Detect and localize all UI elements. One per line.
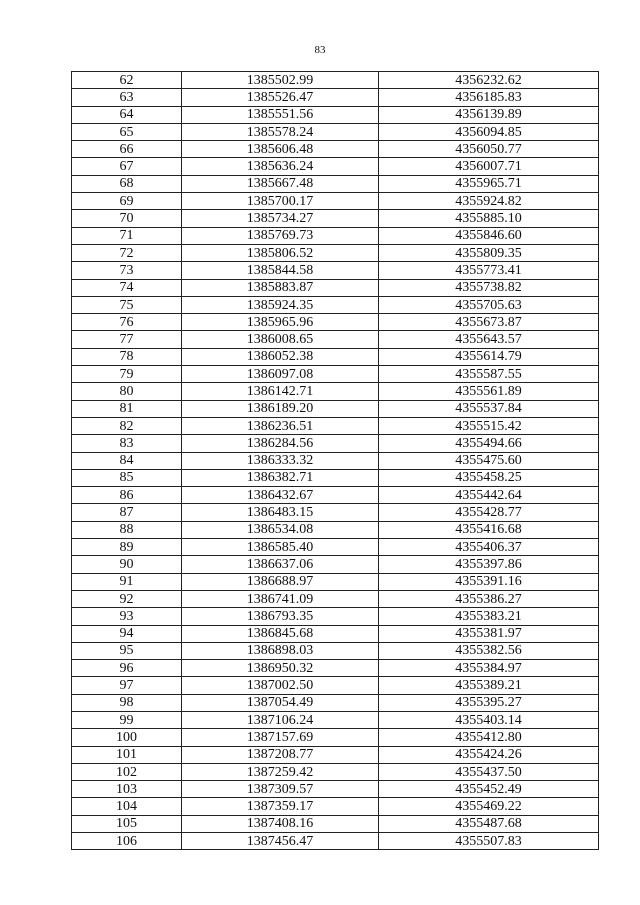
- y-coordinate-cell: 4355397.86: [379, 556, 599, 573]
- table-row: [72, 573, 599, 590]
- table-row: [72, 711, 599, 728]
- x-coordinate-cell: 1387408.16: [182, 815, 379, 832]
- point-number-cell: 81: [72, 400, 182, 417]
- point-number-cell: 94: [72, 625, 182, 642]
- coordinates-table-body: [72, 72, 599, 850]
- y-coordinate-cell: 4355428.77: [379, 504, 599, 521]
- table-row: [72, 72, 599, 89]
- y-coordinate-cell: 4355475.60: [379, 452, 599, 469]
- table-row: [72, 331, 599, 348]
- x-coordinate-cell: 1385551.56: [182, 106, 379, 123]
- y-coordinate-cell: 4356050.77: [379, 141, 599, 158]
- point-number-cell: 68: [72, 175, 182, 192]
- x-coordinate-cell: 1386382.71: [182, 469, 379, 486]
- point-number-cell: 91: [72, 573, 182, 590]
- table-row: [72, 608, 599, 625]
- x-coordinate-cell: 1385502.99: [182, 72, 379, 89]
- table-row: [72, 89, 599, 106]
- table-row: [72, 296, 599, 313]
- y-coordinate-cell: 4355458.25: [379, 469, 599, 486]
- x-coordinate-cell: 1386432.67: [182, 487, 379, 504]
- y-coordinate-cell: 4355809.35: [379, 244, 599, 261]
- table-row: [72, 141, 599, 158]
- table-row: [72, 262, 599, 279]
- x-coordinate-cell: 1386284.56: [182, 435, 379, 452]
- x-coordinate-cell: 1386637.06: [182, 556, 379, 573]
- point-number-cell: 100: [72, 729, 182, 746]
- x-coordinate-cell: 1385924.35: [182, 296, 379, 313]
- point-number-cell: 85: [72, 469, 182, 486]
- table-row: [72, 590, 599, 607]
- x-coordinate-cell: 1385965.96: [182, 314, 379, 331]
- table-row: [72, 487, 599, 504]
- y-coordinate-cell: 4355738.82: [379, 279, 599, 296]
- table-row: [72, 815, 599, 832]
- x-coordinate-cell: 1386236.51: [182, 417, 379, 434]
- point-number-cell: 80: [72, 383, 182, 400]
- point-number-cell: 70: [72, 210, 182, 227]
- point-number-cell: 65: [72, 123, 182, 140]
- x-coordinate-cell: 1385734.27: [182, 210, 379, 227]
- y-coordinate-cell: 4355384.97: [379, 660, 599, 677]
- y-coordinate-cell: 4355885.10: [379, 210, 599, 227]
- point-number-cell: 88: [72, 521, 182, 538]
- y-coordinate-cell: 4355705.63: [379, 296, 599, 313]
- point-number-cell: 62: [72, 72, 182, 89]
- y-coordinate-cell: 4355614.79: [379, 348, 599, 365]
- table-row: [72, 106, 599, 123]
- table-row: [72, 833, 599, 850]
- x-coordinate-cell: 1385606.48: [182, 141, 379, 158]
- table-row: [72, 210, 599, 227]
- table-row: [72, 781, 599, 798]
- y-coordinate-cell: 4356007.71: [379, 158, 599, 175]
- table-row: [72, 521, 599, 538]
- x-coordinate-cell: 1386793.35: [182, 608, 379, 625]
- table-row: [72, 383, 599, 400]
- x-coordinate-cell: 1386585.40: [182, 539, 379, 556]
- point-number-cell: 79: [72, 366, 182, 383]
- point-number-cell: 90: [72, 556, 182, 573]
- y-coordinate-cell: 4355381.97: [379, 625, 599, 642]
- y-coordinate-cell: 4355403.14: [379, 711, 599, 728]
- x-coordinate-cell: 1387456.47: [182, 833, 379, 850]
- y-coordinate-cell: 4355442.64: [379, 487, 599, 504]
- y-coordinate-cell: 4356185.83: [379, 89, 599, 106]
- y-coordinate-cell: 4356232.62: [379, 72, 599, 89]
- point-number-cell: 63: [72, 89, 182, 106]
- y-coordinate-cell: 4355965.71: [379, 175, 599, 192]
- point-number-cell: 101: [72, 746, 182, 763]
- table-row: [72, 539, 599, 556]
- point-number-cell: 89: [72, 539, 182, 556]
- table-row: [72, 469, 599, 486]
- point-number-cell: 67: [72, 158, 182, 175]
- table-row: [72, 175, 599, 192]
- table-row: [72, 504, 599, 521]
- point-number-cell: 104: [72, 798, 182, 815]
- point-number-cell: 96: [72, 660, 182, 677]
- point-number-cell: 103: [72, 781, 182, 798]
- point-number-cell: 95: [72, 642, 182, 659]
- y-coordinate-cell: 4355452.49: [379, 781, 599, 798]
- point-number-cell: 106: [72, 833, 182, 850]
- table-row: [72, 435, 599, 452]
- point-number-cell: 98: [72, 694, 182, 711]
- coordinates-table: [71, 71, 599, 850]
- x-coordinate-cell: 1387002.50: [182, 677, 379, 694]
- table-row: [72, 694, 599, 711]
- table-row: [72, 660, 599, 677]
- point-number-cell: 84: [72, 452, 182, 469]
- y-coordinate-cell: 4355383.21: [379, 608, 599, 625]
- x-coordinate-cell: 1386052.38: [182, 348, 379, 365]
- table-row: [72, 452, 599, 469]
- x-coordinate-cell: 1385578.24: [182, 123, 379, 140]
- x-coordinate-cell: 1387259.42: [182, 763, 379, 780]
- x-coordinate-cell: 1387208.77: [182, 746, 379, 763]
- x-coordinate-cell: 1386483.15: [182, 504, 379, 521]
- table-row: [72, 348, 599, 365]
- point-number-cell: 93: [72, 608, 182, 625]
- y-coordinate-cell: 4355412.80: [379, 729, 599, 746]
- y-coordinate-cell: 4355846.60: [379, 227, 599, 244]
- x-coordinate-cell: 1386845.68: [182, 625, 379, 642]
- table-row: [72, 677, 599, 694]
- y-coordinate-cell: 4355382.56: [379, 642, 599, 659]
- x-coordinate-cell: 1385806.52: [182, 244, 379, 261]
- point-number-cell: 97: [72, 677, 182, 694]
- y-coordinate-cell: 4355561.89: [379, 383, 599, 400]
- x-coordinate-cell: 1385526.47: [182, 89, 379, 106]
- x-coordinate-cell: 1386189.20: [182, 400, 379, 417]
- point-number-cell: 69: [72, 193, 182, 210]
- y-coordinate-cell: 4355406.37: [379, 539, 599, 556]
- point-number-cell: 74: [72, 279, 182, 296]
- table-row: [72, 642, 599, 659]
- x-coordinate-cell: 1386741.09: [182, 590, 379, 607]
- y-coordinate-cell: 4355643.57: [379, 331, 599, 348]
- table-row: [72, 417, 599, 434]
- table-row: [72, 314, 599, 331]
- x-coordinate-cell: 1386097.08: [182, 366, 379, 383]
- table-row: [72, 158, 599, 175]
- y-coordinate-cell: 4355386.27: [379, 590, 599, 607]
- point-number-cell: 105: [72, 815, 182, 832]
- y-coordinate-cell: 4355424.26: [379, 746, 599, 763]
- point-number-cell: 72: [72, 244, 182, 261]
- y-coordinate-cell: 4355487.68: [379, 815, 599, 832]
- table-row: [72, 625, 599, 642]
- y-coordinate-cell: 4355389.21: [379, 677, 599, 694]
- point-number-cell: 71: [72, 227, 182, 244]
- table-row: [72, 244, 599, 261]
- y-coordinate-cell: 4355587.55: [379, 366, 599, 383]
- x-coordinate-cell: 1385636.24: [182, 158, 379, 175]
- y-coordinate-cell: 4355507.83: [379, 833, 599, 850]
- y-coordinate-cell: 4355924.82: [379, 193, 599, 210]
- point-number-cell: 78: [72, 348, 182, 365]
- point-number-cell: 66: [72, 141, 182, 158]
- x-coordinate-cell: 1385769.73: [182, 227, 379, 244]
- y-coordinate-cell: 4356094.85: [379, 123, 599, 140]
- x-coordinate-cell: 1386534.08: [182, 521, 379, 538]
- x-coordinate-cell: 1386333.32: [182, 452, 379, 469]
- point-number-cell: 87: [72, 504, 182, 521]
- point-number-cell: 77: [72, 331, 182, 348]
- point-number-cell: 102: [72, 763, 182, 780]
- y-coordinate-cell: 4355391.16: [379, 573, 599, 590]
- table-row: [72, 227, 599, 244]
- table-row: [72, 366, 599, 383]
- x-coordinate-cell: 1387106.24: [182, 711, 379, 728]
- y-coordinate-cell: 4355437.50: [379, 763, 599, 780]
- table-row: [72, 123, 599, 140]
- page-number: 83: [314, 44, 326, 56]
- table-row: [72, 798, 599, 815]
- x-coordinate-cell: 1386688.97: [182, 573, 379, 590]
- x-coordinate-cell: 1386142.71: [182, 383, 379, 400]
- x-coordinate-cell: 1385883.87: [182, 279, 379, 296]
- y-coordinate-cell: 4355537.84: [379, 400, 599, 417]
- x-coordinate-cell: 1385844.58: [182, 262, 379, 279]
- table-row: [72, 763, 599, 780]
- point-number-cell: 82: [72, 417, 182, 434]
- x-coordinate-cell: 1387359.17: [182, 798, 379, 815]
- x-coordinate-cell: 1385700.17: [182, 193, 379, 210]
- y-coordinate-cell: 4355515.42: [379, 417, 599, 434]
- point-number-cell: 83: [72, 435, 182, 452]
- point-number-cell: 64: [72, 106, 182, 123]
- x-coordinate-cell: 1386008.65: [182, 331, 379, 348]
- table-row: [72, 746, 599, 763]
- x-coordinate-cell: 1386950.32: [182, 660, 379, 677]
- x-coordinate-cell: 1387054.49: [182, 694, 379, 711]
- point-number-cell: 73: [72, 262, 182, 279]
- x-coordinate-cell: 1385667.48: [182, 175, 379, 192]
- x-coordinate-cell: 1386898.03: [182, 642, 379, 659]
- x-coordinate-cell: 1387157.69: [182, 729, 379, 746]
- point-number-cell: 75: [72, 296, 182, 313]
- y-coordinate-cell: 4355773.41: [379, 262, 599, 279]
- point-number-cell: 86: [72, 487, 182, 504]
- point-number-cell: 99: [72, 711, 182, 728]
- x-coordinate-cell: 1387309.57: [182, 781, 379, 798]
- y-coordinate-cell: 4355416.68: [379, 521, 599, 538]
- table-row: [72, 400, 599, 417]
- point-number-cell: 76: [72, 314, 182, 331]
- y-coordinate-cell: 4355494.66: [379, 435, 599, 452]
- y-coordinate-cell: 4356139.89: [379, 106, 599, 123]
- table-row: [72, 279, 599, 296]
- point-number-cell: 92: [72, 590, 182, 607]
- y-coordinate-cell: 4355673.87: [379, 314, 599, 331]
- y-coordinate-cell: 4355469.22: [379, 798, 599, 815]
- table-row: [72, 729, 599, 746]
- y-coordinate-cell: 4355395.27: [379, 694, 599, 711]
- table-row: [72, 556, 599, 573]
- table-row: [72, 193, 599, 210]
